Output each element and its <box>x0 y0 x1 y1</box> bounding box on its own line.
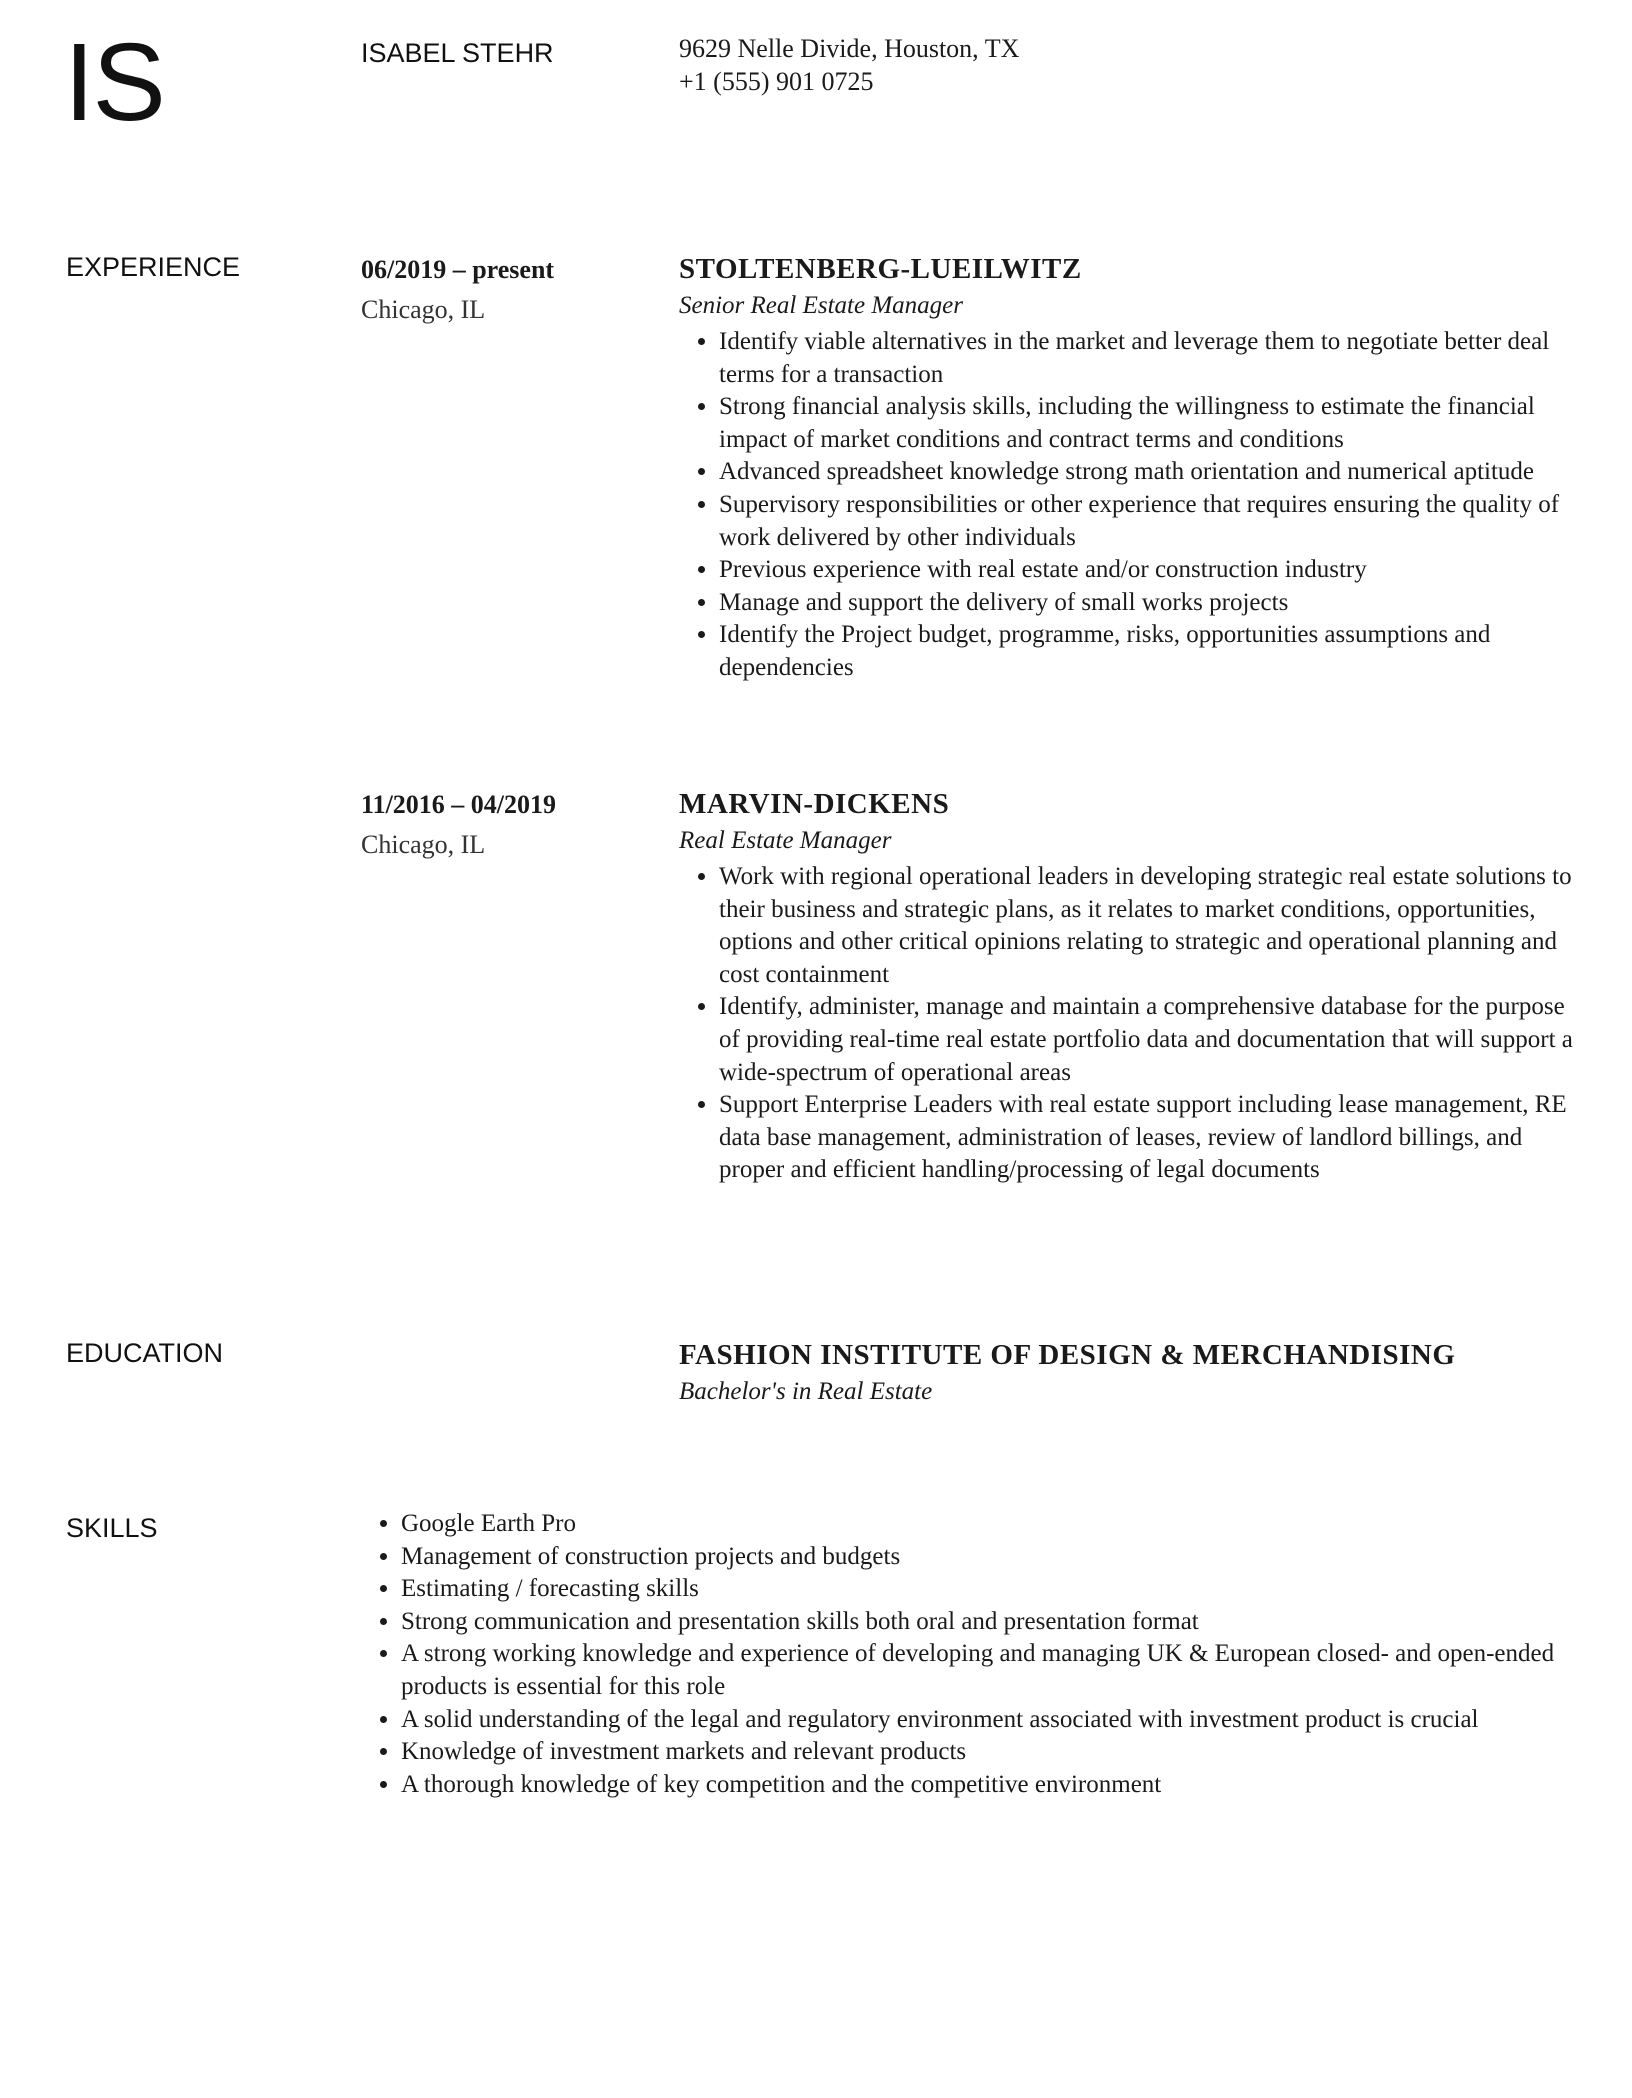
job-role: Senior Real Estate Manager <box>679 292 963 319</box>
education-heading: EDUCATION <box>66 1338 224 1368</box>
company-name: STOLTENBERG-LUEILWITZ <box>679 253 1082 285</box>
list-item: • Identify the Project budget, programme, risks, opportunities assumptions and dependencies <box>719 619 1579 684</box>
job-meta-1 <box>361 250 554 330</box>
job-entry-1 <box>679 250 1579 685</box>
list-item: • Manage and support the delivery of small works projects <box>719 587 1579 620</box>
candidate-name: ISABEL STEHR <box>361 38 554 68</box>
list-item: • A thorough knowledge of key competition and the competitive environment <box>401 1769 1581 1802</box>
education-entry <box>679 1336 1579 1412</box>
list-item: • Support Enterprise Leaders with real estate support including lease management, RE data base management, administration of leases, review of landlord billings, and proper and efficient handling/processing of legal documents <box>719 1089 1579 1187</box>
company-name: MARVIN-DICKENS <box>679 788 950 820</box>
list-item: • Previous experience with real estate and/or construction industry <box>719 554 1579 587</box>
experience-heading: EXPERIENCE <box>66 252 241 282</box>
school-name: FASHION INSTITUTE OF DESIGN & MERCHANDISING <box>679 1339 1456 1371</box>
phone: +1 (555) 901 0725 <box>679 67 874 96</box>
skills-list <box>361 1508 1581 1801</box>
contact-info <box>679 32 1019 98</box>
list-item: • A strong working knowledge and experience of developing and managing UK & European closed- and open-ended products is essential for this role <box>401 1638 1581 1703</box>
list-item: • A solid understanding of the legal and regulatory environment associated with investment product is crucial <box>401 1704 1581 1737</box>
list-item: • Supervisory responsibilities or other experience that requires ensuring the quality of work delivered by other individuals <box>719 489 1579 554</box>
list-item: • Identify, administer, manage and maintain a comprehensive database for the purpose of providing real-time real estate portfolio data and documentation that will support a wide-spectrum of operational areas <box>719 991 1579 1089</box>
job-bullets <box>679 326 1579 685</box>
job-location: Chicago, IL <box>361 295 486 324</box>
skills-heading: SKILLS <box>66 1513 158 1543</box>
job-bullets <box>679 861 1579 1187</box>
list-item: • Google Earth Pro <box>401 1508 1581 1541</box>
monogram: IS <box>64 21 164 144</box>
list-item: • Identify viable alternatives in the market and leverage them to negotiate better deal terms for a transaction <box>719 326 1579 391</box>
job-dates: 06/2019 – present <box>361 255 555 284</box>
list-item: • Strong communication and presentation skills both oral and presentation format <box>401 1606 1581 1639</box>
degree: Bachelor's in Real Estate <box>679 1378 933 1405</box>
list-item: • Knowledge of investment markets and relevant products <box>401 1736 1581 1769</box>
job-entry-2 <box>679 785 1579 1187</box>
list-item: • Advanced spreadsheet knowledge strong math orientation and numerical aptitude <box>719 456 1579 489</box>
list-item: • Work with regional operational leaders in developing strategic real estate solutions to their business and strategic plans, as it relates to market conditions, opportunities, options and other critical opinions relating to strategic and operational planning and cost containment <box>719 861 1579 991</box>
job-location: Chicago, IL <box>361 830 486 859</box>
skills-list-container <box>361 1508 1581 1801</box>
job-meta-2 <box>361 785 556 865</box>
list-item: • Estimating / forecasting skills <box>401 1573 1581 1606</box>
job-role: Real Estate Manager <box>679 827 892 854</box>
list-item: • Management of construction projects and budgets <box>401 1541 1581 1574</box>
job-dates: 11/2016 – 04/2019 <box>361 790 557 819</box>
address: 9629 Nelle Divide, Houston, TX <box>679 34 1020 63</box>
list-item: • Strong financial analysis skills, including the willingness to estimate the financial impact of market conditions and contract terms and conditions <box>719 391 1579 456</box>
